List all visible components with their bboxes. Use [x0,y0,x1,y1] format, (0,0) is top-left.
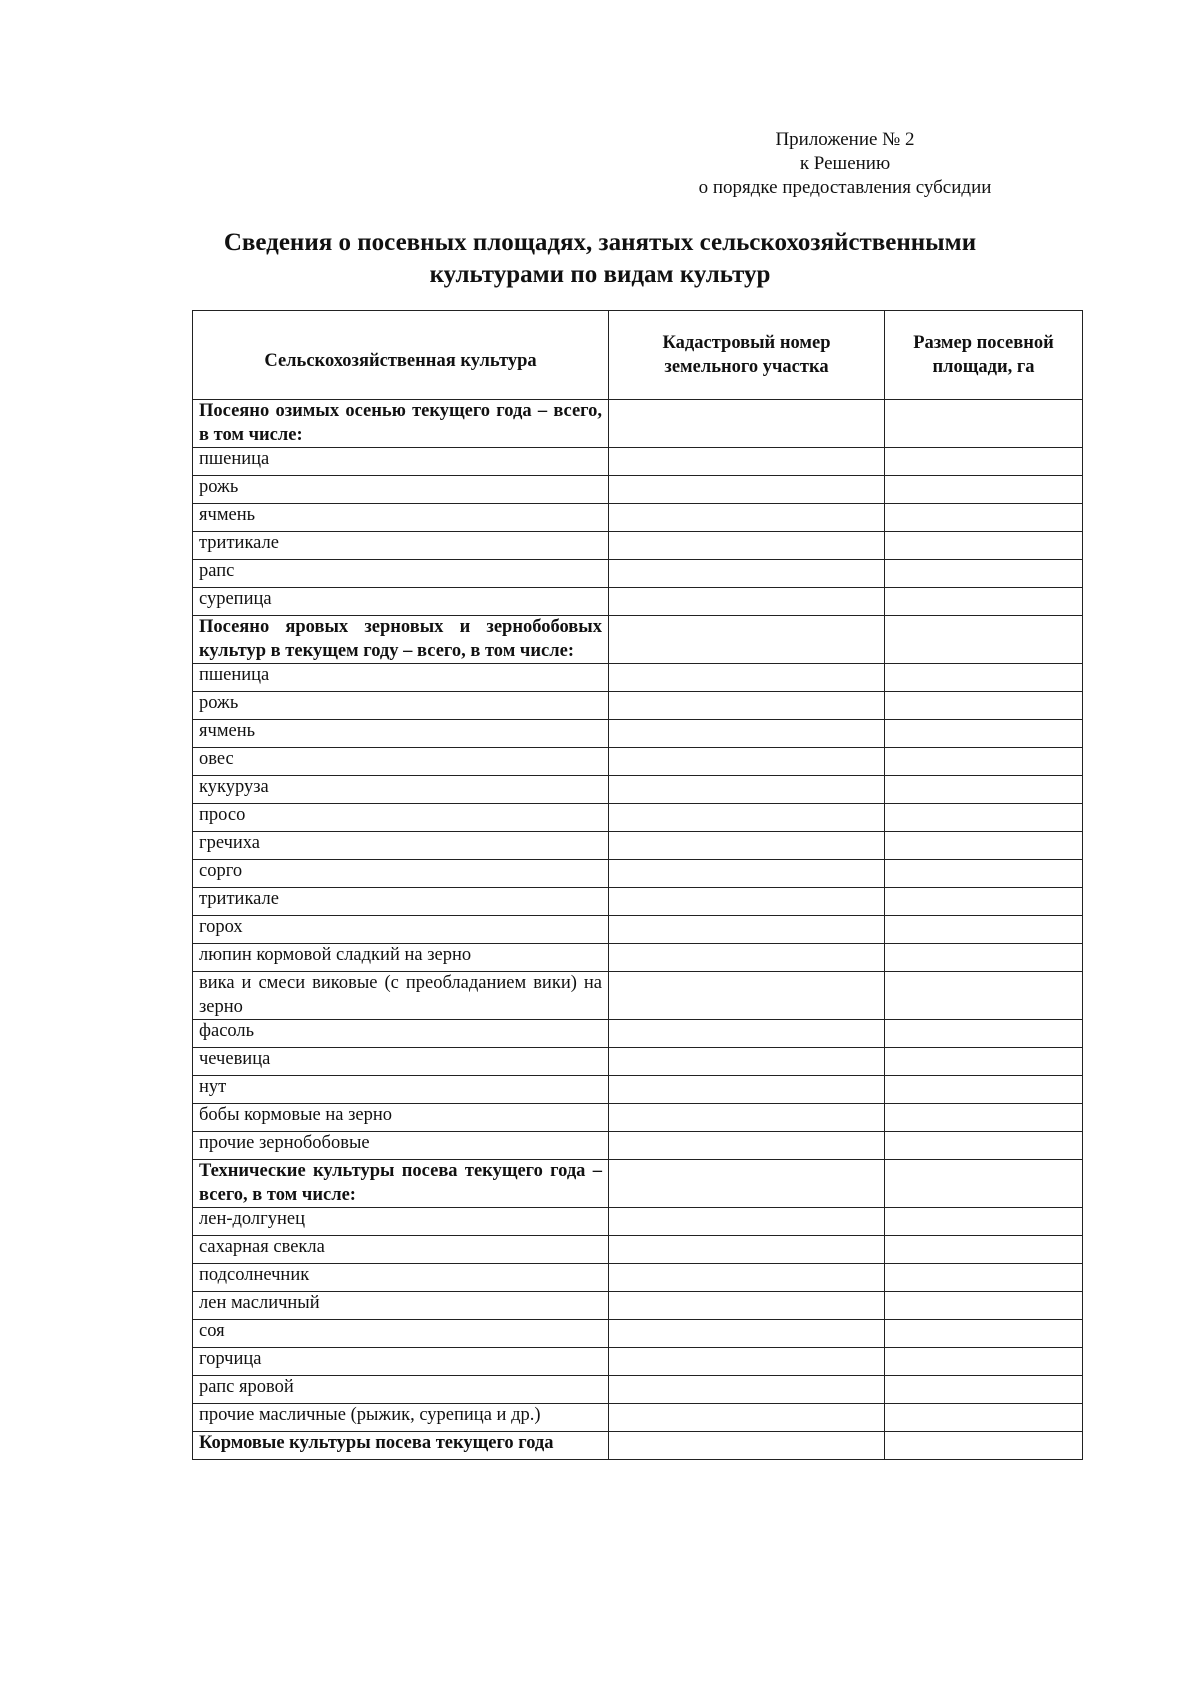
crop-name-cell: лен-долгунец [193,1208,609,1236]
appendix-line-3: о порядке предоставления субсидии [698,177,992,198]
cadastral-number-cell[interactable] [609,1048,885,1076]
crop-name-cell: Посеяно яровых зерновых и зернобобовых культур в текущем году – всего, в том числе: [193,616,609,664]
table-row [193,1076,1083,1104]
sown-area-cell[interactable] [885,1404,1083,1432]
table-row [193,972,1083,1020]
sown-area-cell[interactable] [885,1320,1083,1348]
crop-name-cell: люпин кормовой сладкий на зерно [193,944,609,972]
document-title [150,227,1050,291]
crop-name-cell: соя [193,1320,609,1348]
crop-name-cell: тритикале [193,888,609,916]
table-row [193,1348,1083,1376]
table-row [193,832,1083,860]
sown-area-cell[interactable] [885,400,1083,448]
sown-area-cell[interactable] [885,1132,1083,1160]
sown-area-cell[interactable] [885,916,1083,944]
table-group-row [193,1432,1083,1460]
sown-area-cell[interactable] [885,1076,1083,1104]
crop-name-cell: горчица [193,1348,609,1376]
table-group-row [193,400,1083,448]
sown-area-cell[interactable] [885,448,1083,476]
header-cadastral-number: Кадастровый номер земельного участка [609,311,885,400]
crop-name-cell: вика и смеси виковые (с преобладанием вики) на зерно [193,972,609,1020]
crop-name-cell: бобы кормовые на зерно [193,1104,609,1132]
crop-name-cell: подсолнечник [193,1264,609,1292]
crop-name-cell: чечевица [193,1048,609,1076]
table-row [193,504,1083,532]
sown-area-cell[interactable] [885,776,1083,804]
cadastral-number-cell[interactable] [609,916,885,944]
sown-area-cell[interactable] [885,860,1083,888]
table-row [193,888,1083,916]
cadastral-number-cell[interactable] [609,1404,885,1432]
table-body [193,400,1083,1460]
sown-area-cell[interactable] [885,1348,1083,1376]
cadastral-number-cell[interactable] [609,504,885,532]
sown-area-cell[interactable] [885,1264,1083,1292]
sown-area-cell[interactable] [885,1208,1083,1236]
sown-area-cell[interactable] [885,1292,1083,1320]
table-row [193,588,1083,616]
header-crop: Сельскохозяйственная культура [193,311,609,400]
appendix-line-1: Приложение № 2 [775,129,915,150]
crop-name-cell: рожь [193,476,609,504]
table-row [193,1404,1083,1432]
table-row [193,720,1083,748]
cadastral-number-cell[interactable] [609,1320,885,1348]
sown-area-cell[interactable] [885,588,1083,616]
table-row [193,804,1083,832]
sown-area-cell[interactable] [885,1104,1083,1132]
crop-name-cell: Кормовые культуры посева текущего года [193,1432,609,1460]
sown-area-cell[interactable] [885,1048,1083,1076]
cadastral-number-cell[interactable] [609,1432,885,1460]
crop-name-cell: кукуруза [193,776,609,804]
cadastral-number-cell[interactable] [609,1348,885,1376]
cadastral-number-cell[interactable] [609,832,885,860]
table-row [193,1292,1083,1320]
table-group-row [193,616,1083,664]
table-row [193,532,1083,560]
table-row [193,1320,1083,1348]
crops-table [192,310,1083,1460]
sown-area-cell[interactable] [885,664,1083,692]
table-header-row [193,311,1083,400]
table-row [193,560,1083,588]
crop-name-cell: просо [193,804,609,832]
crop-name-cell: рапс яровой [193,1376,609,1404]
header-sown-area: Размер посевной площади, га [885,311,1083,400]
table-row [193,1208,1083,1236]
sown-area-cell[interactable] [885,560,1083,588]
cadastral-number-cell[interactable] [609,692,885,720]
sown-area-cell[interactable] [885,692,1083,720]
sown-area-cell[interactable] [885,1376,1083,1404]
crop-name-cell: тритикале [193,532,609,560]
sown-area-cell[interactable] [885,832,1083,860]
table-row [193,748,1083,776]
cadastral-number-cell[interactable] [609,1160,885,1208]
crop-name-cell: прочие масличные (рыжик, сурепица и др.) [193,1404,609,1432]
cadastral-number-cell[interactable] [609,804,885,832]
cadastral-number-cell[interactable] [609,1236,885,1264]
cadastral-number-cell[interactable] [609,1292,885,1320]
crop-name-cell: рожь [193,692,609,720]
title-line-2: культурами по видам культур [429,261,771,288]
cadastral-number-cell[interactable] [609,1208,885,1236]
crop-name-cell: лен масличный [193,1292,609,1320]
cadastral-number-cell[interactable] [609,532,885,560]
table-row [193,664,1083,692]
sown-area-cell[interactable] [885,748,1083,776]
cadastral-number-cell[interactable] [609,664,885,692]
crop-name-cell: Посеяно озимых осенью текущего года – всего, в том числе: [193,400,609,448]
table-row [193,776,1083,804]
crop-name-cell: сурепица [193,588,609,616]
cadastral-number-cell[interactable] [609,1104,885,1132]
cadastral-number-cell[interactable] [609,1020,885,1048]
cadastral-number-cell[interactable] [609,1264,885,1292]
cadastral-number-cell[interactable] [609,616,885,664]
cadastral-number-cell[interactable] [609,860,885,888]
table-row [193,1264,1083,1292]
crop-name-cell: гречиха [193,832,609,860]
cadastral-number-cell[interactable] [609,476,885,504]
table-row [193,1104,1083,1132]
cadastral-number-cell[interactable] [609,448,885,476]
cadastral-number-cell[interactable] [609,1132,885,1160]
table-row [193,448,1083,476]
crop-name-cell: горох [193,916,609,944]
cadastral-number-cell[interactable] [609,776,885,804]
crop-name-cell: пшеница [193,448,609,476]
crop-name-cell: фасоль [193,1020,609,1048]
table-row [193,1132,1083,1160]
cadastral-number-cell[interactable] [609,748,885,776]
table-row [193,860,1083,888]
crop-name-cell: ячмень [193,720,609,748]
appendix-line-2: к Решению [799,153,891,174]
appendix-note [640,128,1050,200]
crop-name-cell: нут [193,1076,609,1104]
cadastral-number-cell[interactable] [609,588,885,616]
crop-name-cell: Технические культуры посева текущего года – всего, в том числе: [193,1160,609,1208]
table-row [193,476,1083,504]
table-row [193,1376,1083,1404]
sown-area-cell[interactable] [885,804,1083,832]
crop-name-cell: пшеница [193,664,609,692]
sown-area-cell[interactable] [885,1432,1083,1460]
table-row [193,1048,1083,1076]
cadastral-number-cell[interactable] [609,1376,885,1404]
sown-area-cell[interactable] [885,1236,1083,1264]
sown-area-cell[interactable] [885,1020,1083,1048]
crop-name-cell: овес [193,748,609,776]
crop-name-cell: сахарная свекла [193,1236,609,1264]
cadastral-number-cell[interactable] [609,888,885,916]
sown-area-cell[interactable] [885,476,1083,504]
crop-name-cell: прочие зернобобовые [193,1132,609,1160]
sown-area-cell[interactable] [885,944,1083,972]
sown-area-cell[interactable] [885,972,1083,1020]
cadastral-number-cell[interactable] [609,972,885,1020]
table-row [193,1020,1083,1048]
crop-name-cell: ячмень [193,504,609,532]
table-group-row [193,1160,1083,1208]
cadastral-number-cell[interactable] [609,944,885,972]
title-line-1: Сведения о посевных площадях, занятых сельскохозяйственными [223,229,977,256]
cadastral-number-cell[interactable] [609,720,885,748]
cadastral-number-cell[interactable] [609,1076,885,1104]
table-row [193,916,1083,944]
table-row [193,692,1083,720]
crop-name-cell: сорго [193,860,609,888]
sown-area-cell[interactable] [885,504,1083,532]
sown-area-cell[interactable] [885,616,1083,664]
sown-area-cell[interactable] [885,532,1083,560]
cadastral-number-cell[interactable] [609,560,885,588]
table-row [193,1236,1083,1264]
table-row [193,944,1083,972]
sown-area-cell[interactable] [885,1160,1083,1208]
sown-area-cell[interactable] [885,720,1083,748]
cadastral-number-cell[interactable] [609,400,885,448]
sown-area-cell[interactable] [885,888,1083,916]
crop-name-cell: рапс [193,560,609,588]
